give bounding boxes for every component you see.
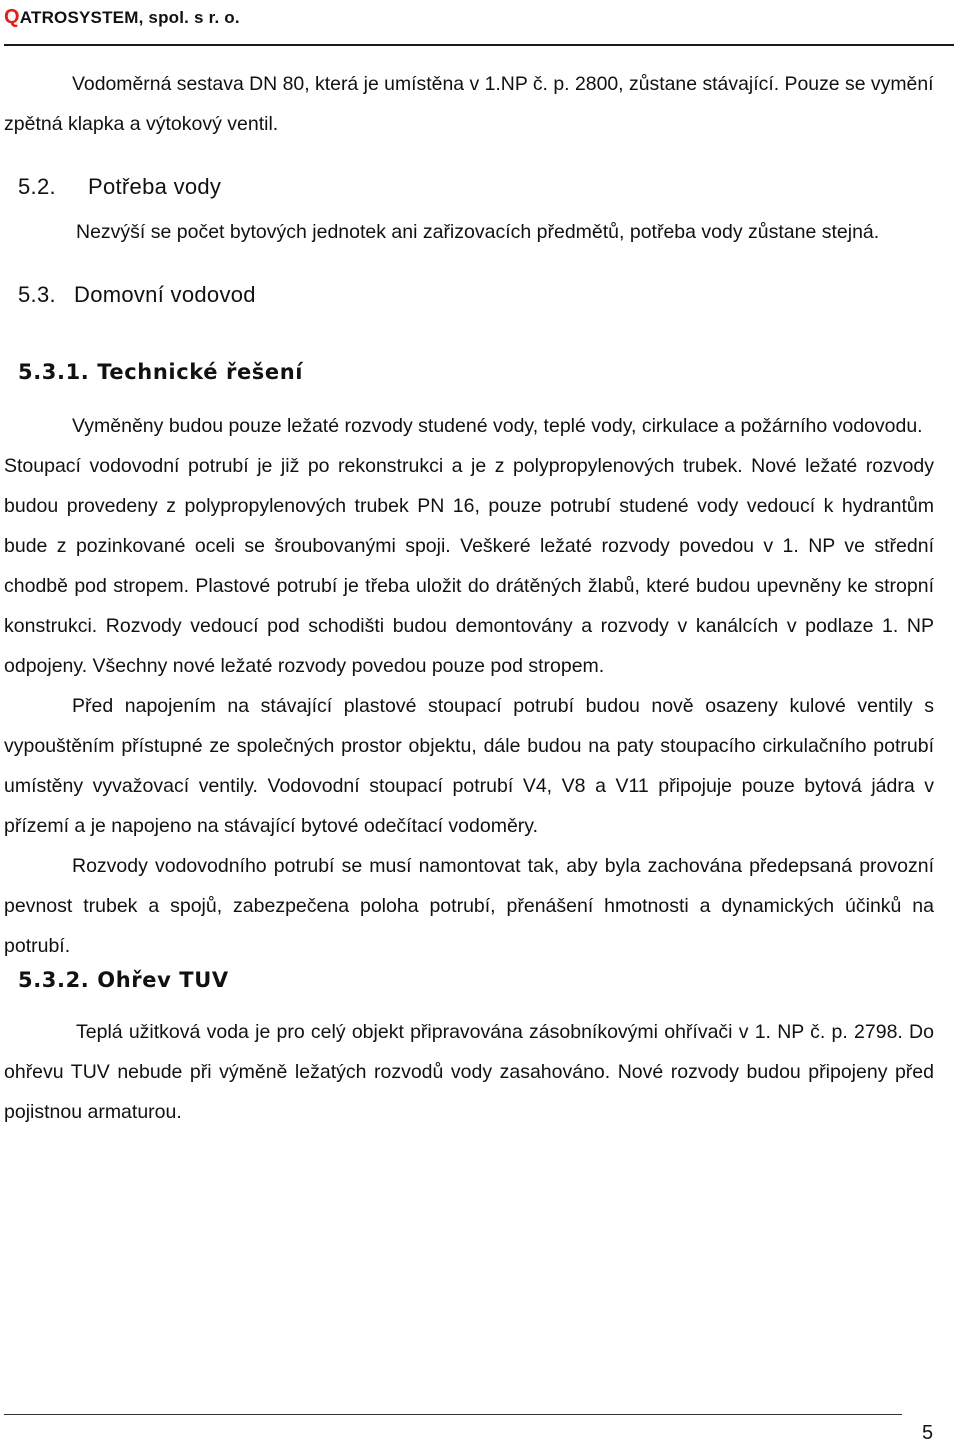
section-5-3-1-paragraph-3: Rozvody vodovodního potrubí se musí namontovat tak, aby byla zachována předepsaná provozní pevnost trubek a spojů, zabezpečena poloha potrubí, přenášení hmotnosti a dynamických účinků na potrubí. xyxy=(4,855,934,957)
section-5-3-2-heading: 5.3.2. Ohřev TUV xyxy=(18,968,229,992)
section-5-2-heading xyxy=(18,174,221,200)
company-initial: Q xyxy=(4,6,20,28)
section-5-3-2-paragraph: Teplá užitková voda je pro celý objekt připravována zásobníkovými ohřívači v 1. NP č. p. 2798. Do ohřevu TUV nebude při výměně ležatých rozvodů vody zasahováno. Nové rozvody budou připojeny před pojistnou armaturou. xyxy=(4,1021,934,1123)
page-number: 5 xyxy=(922,1422,934,1444)
intro-line-2: zpětná klapka a výtokový ventil. xyxy=(4,113,279,135)
company-header xyxy=(4,6,240,29)
section-5-3-1-paragraph-2: Před napojením na stávající plastové stoupací potrubí budou nově osazeny kulové ventily s vypouštěním přístupné ze společných prostor objektu, dále budou na paty stoupacího cirkulačního potrubí umístěny vyvažovací ventily. Vodovodní stoupací potrubí V4, V8 a V11 připojuje pouze bytová jádra v přízemí a je napojeno na stávající bytové odečítací vodoměry. xyxy=(4,695,934,837)
section-5-3-1-line-1: Vyměněny budou pouze ležaté rozvody studené vody, teplé vody, cirkulace a požárního vodovodu. xyxy=(72,415,923,437)
company-name: ATROSYSTEM, spol. s r. o. xyxy=(19,8,240,27)
section-5-3-number: 5.3. xyxy=(18,282,56,307)
section-5-3-1-heading: 5.3.1. Technické řešení xyxy=(18,360,304,384)
section-5-2-text: Nezvýší se počet bytových jednotek ani zařizovacích předmětů, potřeba vody zůstane stejná. xyxy=(76,221,880,243)
intro-line-1: Vodoměrná sestava DN 80, která je umístěna v 1.NP č. p. 2800, zůstane stávající. Pouze se vymění xyxy=(72,73,934,95)
section-5-2-title: Potřeba vody xyxy=(88,174,222,199)
section-5-2-number: 5.2. xyxy=(18,174,56,199)
header-divider xyxy=(4,44,954,46)
section-5-3-1-paragraph-1: Stoupací vodovodní potrubí je již po rekonstrukci a je z polypropylenových trubek. Nové ležaté rozvody budou provedeny z polypropylenových trubek PN 16, pouze potrubí studené vody vedoucí k hydrantům bude z pozinkované oceli se šroubovanými spoji. Veškeré ležaté rozvody povedou v 1. NP ve střední chodbě pod stropem. Plastové potrubí je třeba uložit do drátěných žlabů, které budou upevněny ke stropní konstrukci. Rozvody vedoucí pod schodišti budou demontovány a rozvody v kanálcích v podlaze 1. NP odpojeny. Všechny nové ležaté rozvody povedou pouze pod stropem. xyxy=(4,455,934,677)
footer-divider xyxy=(4,1414,902,1415)
section-5-3-heading xyxy=(18,282,256,308)
section-5-3-title: Domovní vodovod xyxy=(74,282,256,307)
